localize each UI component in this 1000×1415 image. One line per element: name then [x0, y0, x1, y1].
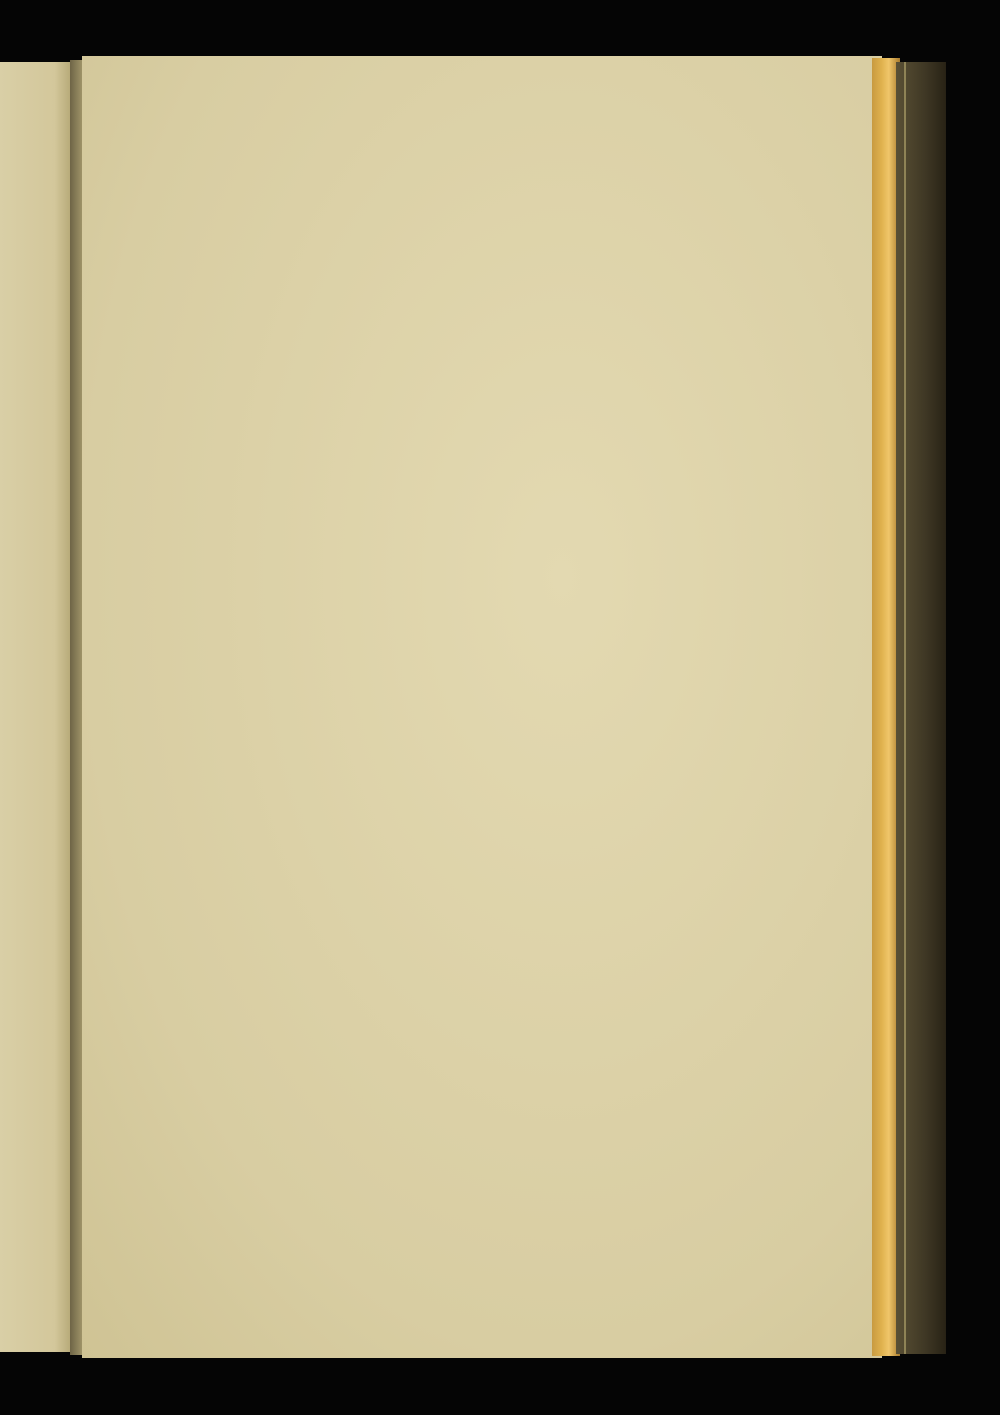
left-page-edge	[0, 62, 78, 1352]
page-content	[104, 120, 806, 164]
book-page	[82, 56, 882, 1358]
book-cover-edge	[896, 62, 946, 1354]
